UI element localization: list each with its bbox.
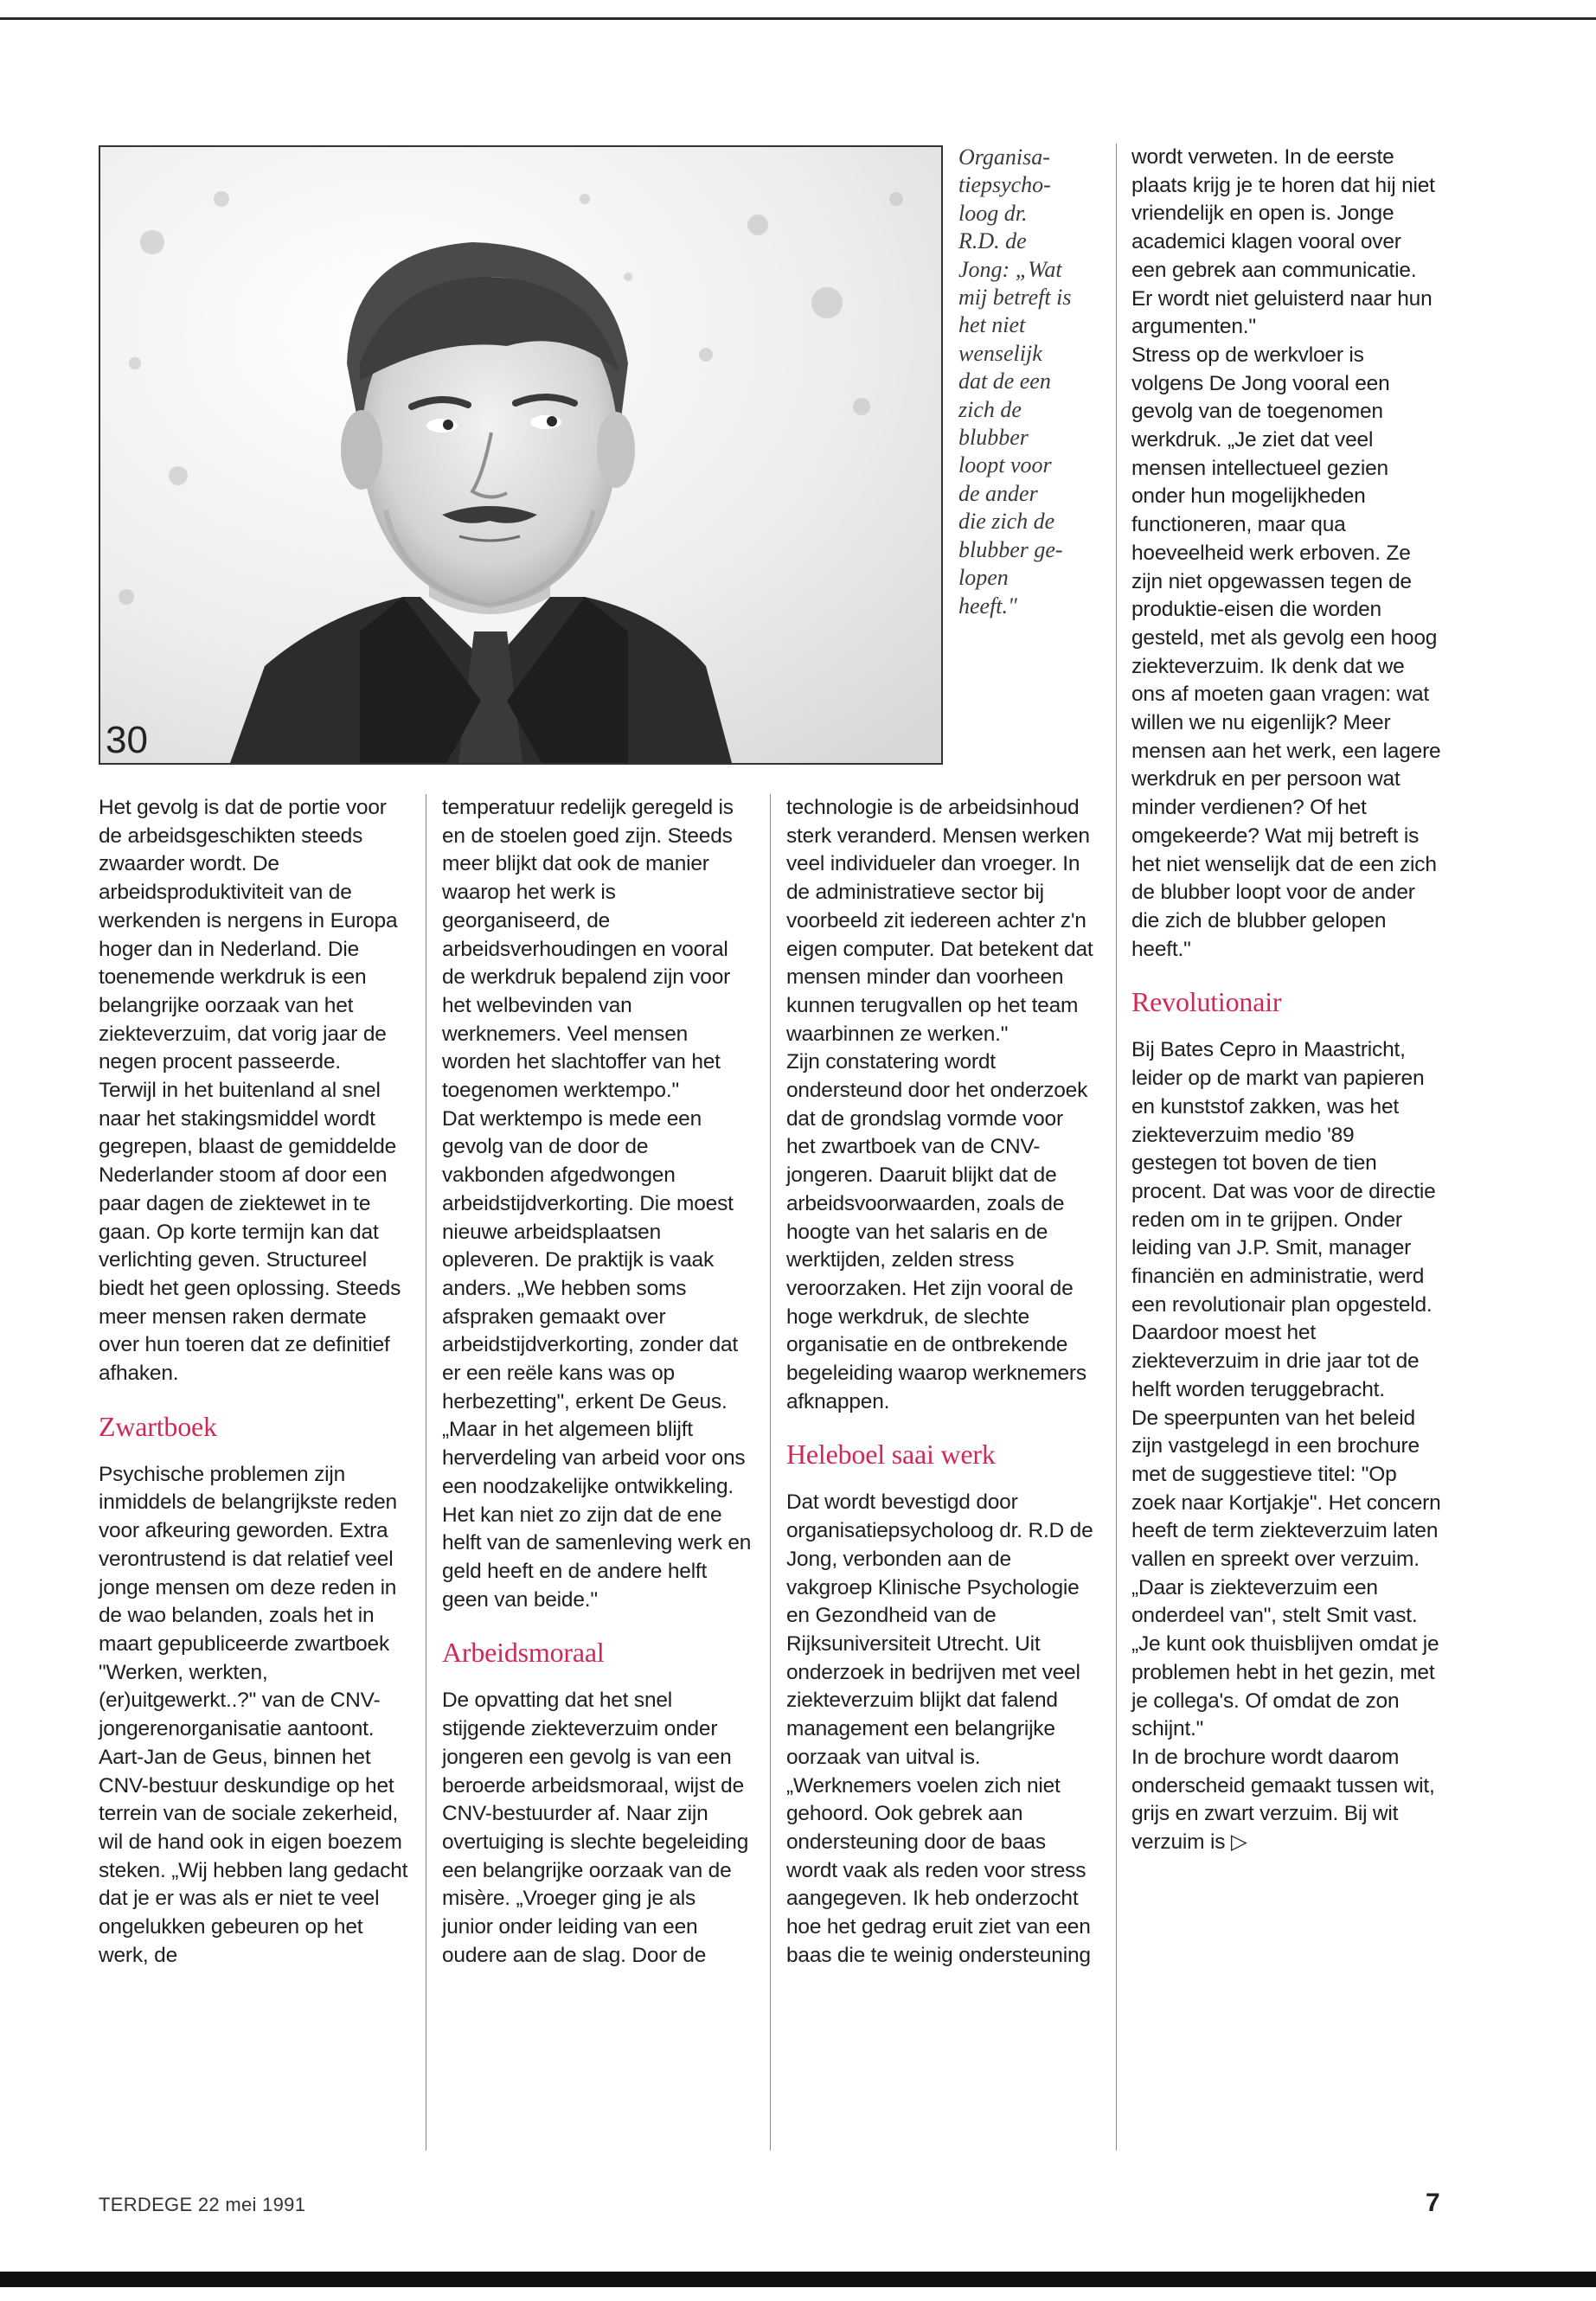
paragraph: wordt verweten. In de eerste plaats krijg je te horen dat hij niet vriendelijk en open is. Jonge academici klagen vooral over een gebrek aan communicatie. Er wordt niet geluisterd naar hun argumenten."	[1131, 145, 1435, 339]
portrait-photo	[99, 145, 943, 765]
paragraph: Aart-Jan de Geus, binnen het CNV-bestuur deskundige op het terrein van de sociale zekerheid, wil de hand ook in eigen boezem steken. „Wij hebben lang gedacht dat je er was als er niet te veel ongelukken gebeuren op het werk, de	[99, 1745, 408, 1967]
article-column-4	[1131, 144, 1441, 1857]
article-column-3	[786, 794, 1096, 1970]
section-heading-arbeidsmoraal: Arbeidsmoraal	[442, 1637, 605, 1669]
footer-publication: TERDEGE 22 mei 1991	[99, 2194, 306, 2215]
paragraph: Zijn constatering wordt ondersteund door het onderzoek dat de grondslag vormde voor het zwartboek van de CNV-jongeren. Daaruit blijkt dat de arbeidsvoorwaarden, zoals de hoogte van het salaris en de werktijden, zelden stress veroorzaken. Het zijn vooral de hoge werkdruk, de slechte organisatie en de ontbrekende begeleiding waarop werknemers afknappen.	[786, 1050, 1088, 1413]
paragraph: Bij Bates Cepro in Maastricht, leider op de markt van papieren en kunststof zakken, was het ziekteverzuim medio '89 gestegen tot boven de tien procent. Dat was voor de directie reden om in te grijpen. Onder leiding van J.P. Smit, manager financiën en administratie, werd een revolutionair plan opgesteld. Daardoor moest het ziekteverzuim in drie jaar tot de helft worden teruggebracht.	[1131, 1038, 1436, 1401]
section-heading-revolutionair: Revolutionair	[1131, 986, 1282, 1018]
section-heading-zwartboek: Zwartboek	[99, 1410, 217, 1442]
page-number: 7	[1426, 2189, 1440, 2217]
paragraph: De speerpunten van het beleid zijn vastgelegd in een brochure met de suggestieve titel: "Op zoek naar Kortjakje". Het concern heeft de term ziekteverzuim laten vallen en spreekt over verzuim. „Daar is ziekteverzuim een onderdeel van", stelt Smit vast. „Je kunt ook thuisblijven omdat je problemen hebt in het gezin, met je collega's. Of omdat de zon schijnt."	[1131, 1406, 1441, 1741]
paragraph: technologie is de arbeidsinhoud sterk veranderd. Mensen werken veel individueler dan vroeger. In de administratieve sector bij voorbeeld zit iedereen achter z'n eigen computer. Dat betekent dat mensen minder dan voorheen kunnen terugvallen op het team waarbinnen ze werken."	[786, 796, 1093, 1046]
photo-caption: Organisa- tiepsycho- loog dr. R.D. de Jong: „Wat mij betreft is het niet wenselijk dat de een zich de blubber loopt voor de ander die zich de blubber ge- lopen heeft."	[958, 144, 1072, 619]
top-rule	[0, 17, 1596, 20]
paragraph: De opvatting dat het snel stijgende ziekteverzuim onder jongeren een gevolg is van een beroerde arbeidsmoraal, wijst de CNV-bestuurder af. Naar zijn overtuiging is slechte begeleiding een belangrijke oorzaak van de misère. „Vroeger ging je als junior onder leiding van een oudere aan de slag. Door de	[442, 1689, 749, 1967]
article-column-1	[99, 794, 408, 1970]
paragraph: temperatuur redelijk geregeld is en de stoelen goed zijn. Steeds meer blijkt dat ook de manier waarop het werk is georganiseerd, de arbeidsverhoudingen en vooral de werkdruk bepalend zijn voor het welbevinden van werknemers. Veel mensen worden het slachtoffer van het toegenomen werktempo."	[442, 796, 734, 1103]
paragraph: Dat werktempo is mede een gevolg van de door de vakbonden afgedwongen arbeidstijdverkorting. Die moest nieuwe arbeidsplaatsen opleveren. De praktijk is vaak anders. „We hebben soms afspraken gemaakt over arbeidstijdverkorting, zonder dat er een reële kans was op herbezetting", erkent De Geus. „Maar in het algemeen blijft herverdeling van arbeid voor ons een noodzakelijke ontwikkeling. Het kan niet zo zijn dat de ene helft van de samenleving werk en geld heeft en de andere helft geen van beide."	[442, 1106, 752, 1612]
paragraph: Terwijl in het buitenland al snel naar het stakingsmiddel wordt gegrepen, blaast de gemiddelde Nederlander stoom af door een paar dagen de ziektewet in te gaan. Op korte termijn kan dat verlichting geven. Structureel biedt het geen oplossing. Steeds meer mensen raken dermate over hun toeren dat ze definitief afhaken.	[99, 1079, 401, 1386]
paragraph: Het gevolg is dat de portie voor de arbeidsgeschikten steeds zwaarder wordt. De arbeidsproduktiviteit van de werkenden is nergens in Europa hoger dan in Nederland. Die toenemende werkdruk is een belangrijke oorzaak van het ziekteverzuim, dat vorig jaar de negen procent passeerde.	[99, 796, 398, 1074]
paragraph: Stress op de werkvloer is volgens De Jong vooral een gevolg van de toegenomen werkdruk. „Je ziet dat veel mensen intellectueel gezien onder hun mogelijkheden functioneren, maar qua hoeveelheid werk erboven. Ze zijn niet opgewassen tegen de produktie-eisen die worden gesteld, met als gevolg een hoog ziekteverzuim. Ik denk dat we ons af moeten gaan vragen: wat willen we nu eigenlijk? Meer mensen aan het werk, een lagere werkdruk en per persoon wat minder verdienen? Of het omgekeerde? Wat mij betreft is het niet wenselijk dat de een zich de blubber loopt voor de ander die zich de blubber gelopen heeft."	[1131, 343, 1441, 961]
column-divider-2-3	[770, 794, 771, 2150]
column-divider-3-4	[1116, 144, 1117, 2150]
portrait-illustration	[100, 147, 941, 763]
section-heading-heleboel-saai-werk: Heleboel saai werk	[786, 1439, 996, 1471]
paragraph: Psychische problemen zijn inmiddels de belangrijkste reden voor afkeuring geworden. Extra verontrustend is dat relatief veel jonge mensen om deze reden in de wao belanden, zoals het in maart gepubliceerde zwartboek "Werken, werkten, (er)uitgewerkt..?" van de CNV-jongerenorganisatie aantoont.	[99, 1462, 397, 1741]
bottom-rule	[0, 2272, 1596, 2287]
article-column-2	[442, 794, 752, 1970]
paragraph: Dat wordt bevestigd door organisatiepsycholoog dr. R.D de Jong, verbonden aan de vakgroep Klinische Psychologie en Gezondheid van de Rijksuniversiteit Utrecht. Uit onderzoek in bedrijven met veel ziekteverzuim blijkt dat falend management een belangrijke oorzaak van uitval is. „Werknemers voelen zich niet gehoord. Ook gebrek aan ondersteuning door de baas wordt vaak als reden voor stress aangegeven. Ik heb onderzocht hoe het gedrag eruit ziet van een baas die te weinig ondersteuning	[786, 1490, 1093, 1967]
photo-corner-mark: 30	[106, 719, 148, 761]
paragraph: In de brochure wordt daarom onderscheid gemaakt tussen wit, grijs en zwart verzuim. Bij wit verzuim is ▷	[1131, 1745, 1435, 1855]
